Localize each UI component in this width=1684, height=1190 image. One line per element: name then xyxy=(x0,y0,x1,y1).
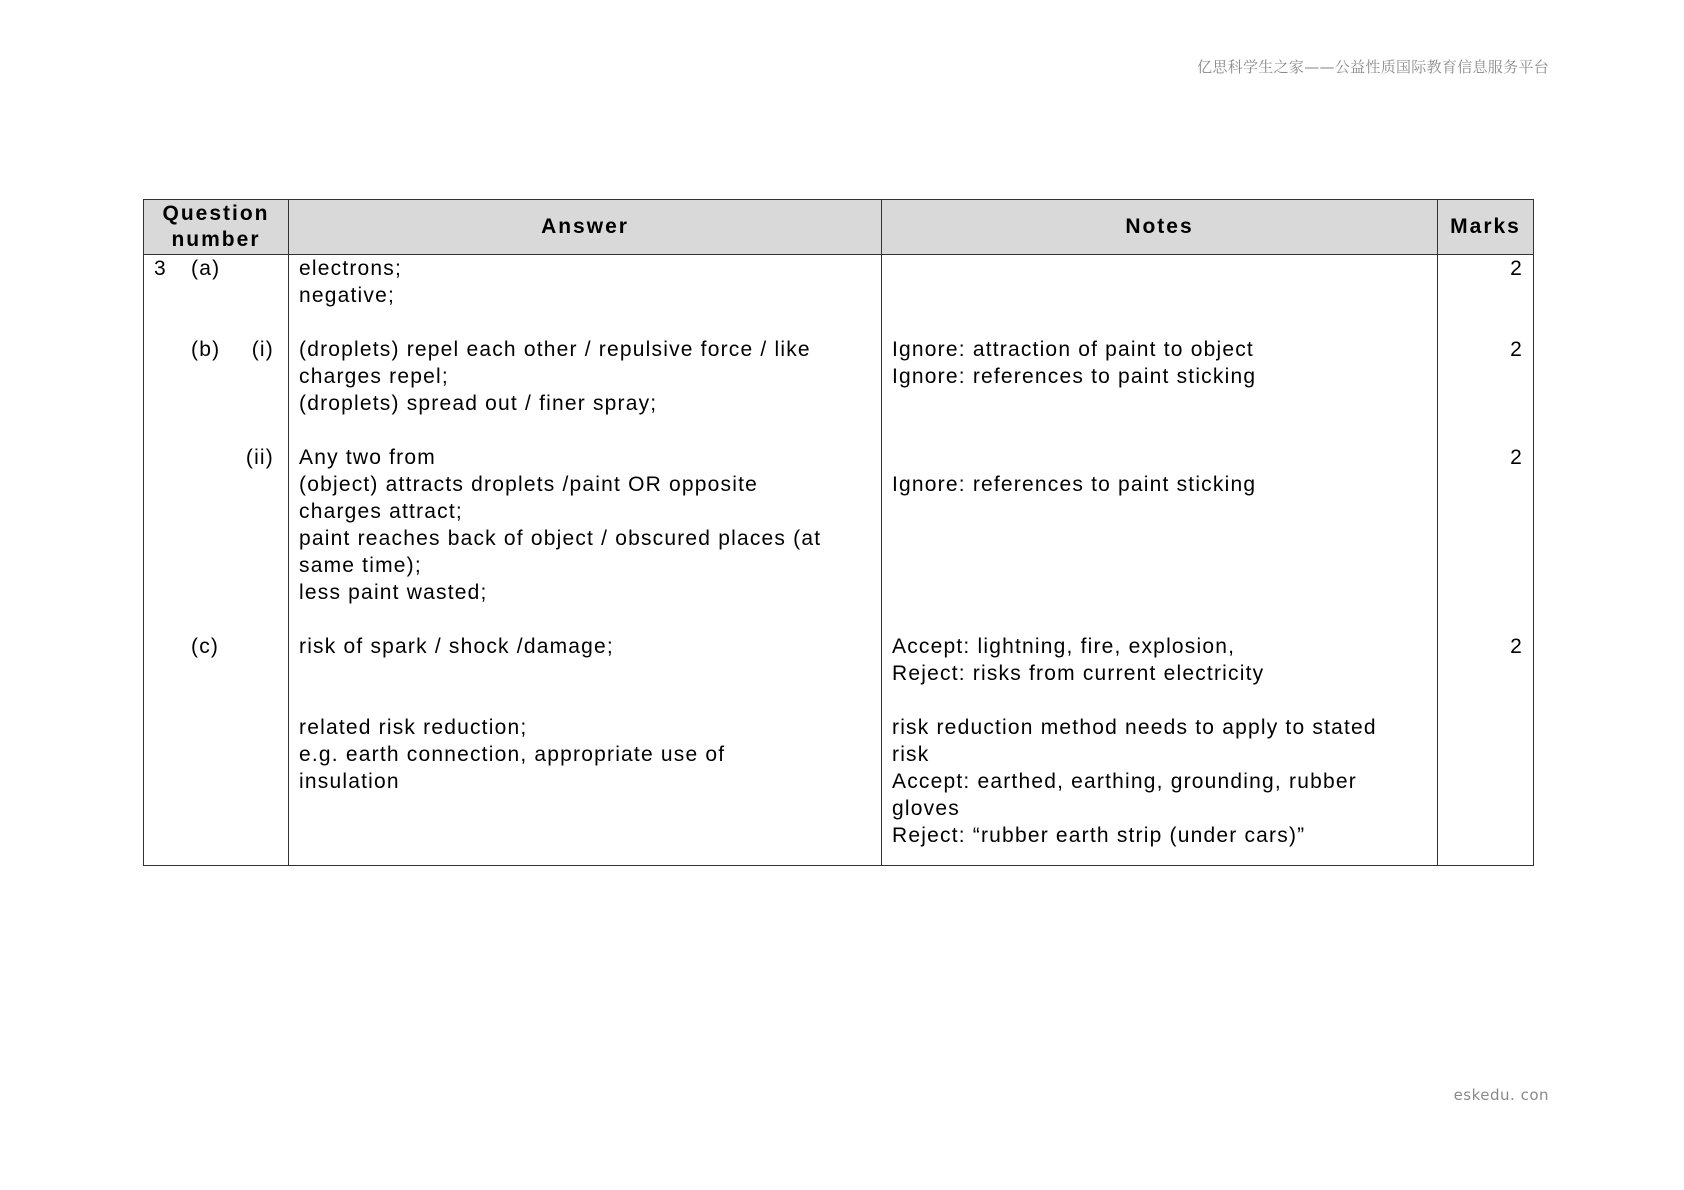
question-part: (b) xyxy=(191,338,221,361)
notes-cell xyxy=(882,633,1438,714)
question-number-cell xyxy=(144,714,289,866)
question-part: (c) xyxy=(191,635,220,658)
footer-watermark: eskedu. con xyxy=(1453,1086,1549,1104)
notes-line: risk xyxy=(892,743,930,766)
header-notes: Notes xyxy=(882,200,1438,255)
notes-line: Reject: “rubber earth strip (under cars)” xyxy=(892,824,1306,847)
notes-cell xyxy=(882,336,1438,444)
answer-cell xyxy=(289,633,882,714)
answer-line: risk of spark / shock /damage; xyxy=(299,635,614,658)
notes-line: gloves xyxy=(892,797,960,820)
answer-cell xyxy=(289,714,882,866)
question-subpart: (ii) xyxy=(245,446,274,469)
table-row xyxy=(144,336,1534,444)
answer-line: less paint wasted; xyxy=(299,581,488,604)
notes-line: Ignore: references to paint sticking xyxy=(892,365,1257,388)
answer-line: charges attract; xyxy=(299,500,463,523)
question-part: (a) xyxy=(191,257,221,280)
header-marks: Marks xyxy=(1438,200,1534,255)
answer-line: Any two from xyxy=(299,446,436,469)
table-row xyxy=(144,255,1534,337)
notes-line: Accept: earthed, earthing, grounding, rubber xyxy=(892,770,1357,793)
answer-line: (droplets) repel each other / repulsive force / like xyxy=(299,338,811,361)
answer-line: e.g. earth connection, appropriate use of xyxy=(299,743,726,766)
answer-line: negative; xyxy=(299,284,396,307)
table-row xyxy=(144,714,1534,866)
table-row xyxy=(144,633,1534,714)
answer-line: (droplets) spread out / finer spray; xyxy=(299,392,658,415)
notes-cell xyxy=(882,255,1438,337)
marks-cell xyxy=(1438,714,1534,866)
answer-cell xyxy=(289,255,882,337)
notes-line: Ignore: attraction of paint to object xyxy=(892,338,1254,361)
table-header-row xyxy=(144,200,1534,255)
answer-line: related risk reduction; xyxy=(299,716,528,739)
answer-line: paint reaches back of object / obscured places (at xyxy=(299,527,822,550)
answer-cell xyxy=(289,444,882,633)
question-number-cell xyxy=(144,255,289,337)
question-subpart: (i) xyxy=(251,338,274,361)
marks-cell: 2 xyxy=(1438,336,1534,444)
header-watermark: 亿思科学生之家——公益性质国际教育信息服务平台 xyxy=(1197,58,1549,76)
header-answer: Answer xyxy=(289,200,882,255)
question-number-cell xyxy=(144,444,289,633)
table-row xyxy=(144,444,1534,633)
notes-cell xyxy=(882,714,1438,866)
marks-cell: 2 xyxy=(1438,444,1534,633)
notes-cell xyxy=(882,444,1438,633)
question-number-cell xyxy=(144,633,289,714)
notes-line: Reject: risks from current electricity xyxy=(892,662,1265,685)
answer-line: charges repel; xyxy=(299,365,449,388)
header-question-number: Question number xyxy=(144,200,289,255)
answer-line: same time); xyxy=(299,554,422,577)
question-number-cell xyxy=(144,336,289,444)
answer-line: electrons; xyxy=(299,257,403,280)
marks-cell: 2 xyxy=(1438,255,1534,337)
marks-cell: 2 xyxy=(1438,633,1534,714)
answer-cell xyxy=(289,336,882,444)
notes-line: risk reduction method needs to apply to stated xyxy=(892,716,1377,739)
question-main-number: 3 xyxy=(154,257,167,280)
answer-line: (object) attracts droplets /paint OR opposite xyxy=(299,473,759,496)
answer-line: insulation xyxy=(299,770,400,793)
mark-scheme-table xyxy=(143,199,1534,866)
notes-line: Ignore: references to paint sticking xyxy=(892,473,1257,496)
notes-line: Accept: lightning, fire, explosion, xyxy=(892,635,1236,658)
